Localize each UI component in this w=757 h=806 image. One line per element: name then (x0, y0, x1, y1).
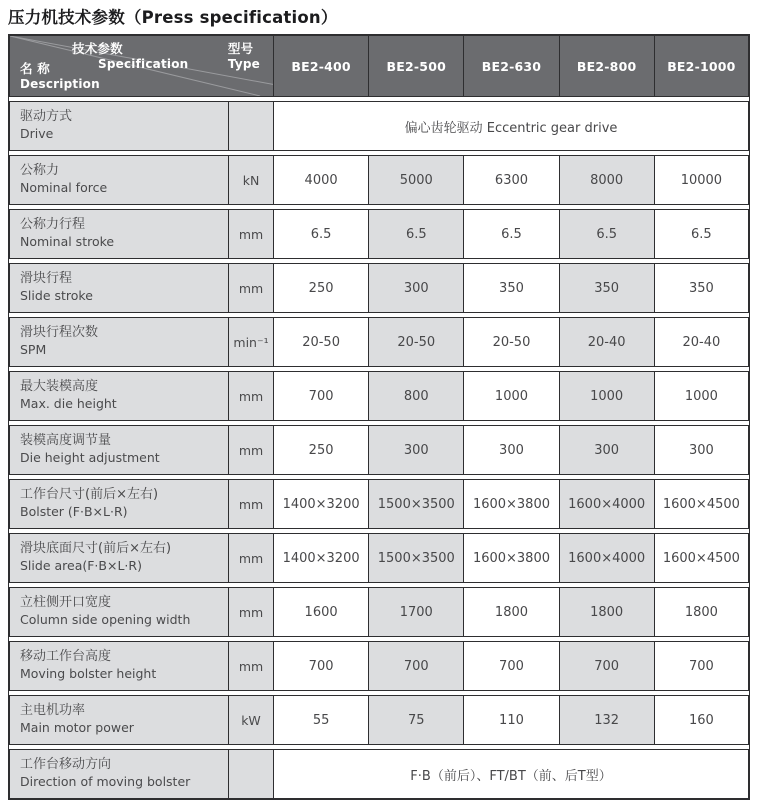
table-row (9, 101, 749, 151)
value-cell: 700 (559, 641, 654, 691)
row-label-cell (9, 425, 228, 475)
row-label-cell (9, 101, 228, 151)
row-label-zh: 工作台移动方向 (20, 757, 112, 773)
row-label-zh: 主电机功率 (20, 703, 86, 719)
unit-cell (228, 749, 273, 799)
table-row (9, 641, 749, 691)
merged-value-cell: F·B（前后）、FT/BT（前、后T型） (273, 749, 749, 799)
unit-cell (228, 101, 273, 151)
value-cell: 1600×4500 (654, 533, 749, 583)
value-cell: 1400×3200 (273, 533, 368, 583)
value-cell: 1600×3800 (463, 533, 558, 583)
value-cell: 1800 (463, 587, 558, 637)
value-cell: 20-50 (368, 317, 463, 367)
row-label-zh: 公称力行程 (20, 217, 86, 233)
row-label-zh: 公称力 (20, 163, 60, 179)
spec-table-container (8, 34, 750, 800)
row-label-cell (9, 749, 228, 799)
row-label-zh: 最大装模高度 (20, 379, 99, 395)
value-cell: 20-50 (463, 317, 558, 367)
row-label-en: Die height adjustment (20, 450, 160, 466)
row-label-cell (9, 641, 228, 691)
row-label-en: Slide area(F·B×L·R) (20, 558, 142, 574)
value-cell: 700 (273, 371, 368, 421)
model-column-header: BE2-800 (559, 35, 654, 97)
value-cell: 300 (368, 425, 463, 475)
model-column-header: BE2-400 (273, 35, 368, 97)
row-label-cell (9, 479, 228, 529)
value-cell: 1800 (654, 587, 749, 637)
spec-table (9, 34, 749, 800)
row-label-en: SPM (20, 342, 47, 358)
value-cell: 1000 (654, 371, 749, 421)
value-cell: 1000 (559, 371, 654, 421)
row-label-en: Nominal stroke (20, 234, 115, 250)
value-cell: 6.5 (368, 209, 463, 259)
value-cell: 6.5 (559, 209, 654, 259)
value-cell: 1500×3500 (368, 533, 463, 583)
row-label-cell (9, 263, 228, 313)
unit-cell: kN (228, 155, 273, 205)
row-label-zh: 滑块底面尺寸(前后×左右) (20, 541, 172, 557)
row-label-zh: 驱动方式 (20, 109, 73, 125)
value-cell: 250 (273, 263, 368, 313)
table-row (9, 209, 749, 259)
table-row (9, 263, 749, 313)
table-row (9, 479, 749, 529)
value-cell: 6.5 (463, 209, 558, 259)
value-cell: 6.5 (273, 209, 368, 259)
unit-cell: mm (228, 371, 273, 421)
unit-cell: mm (228, 425, 273, 475)
unit-cell: mm (228, 641, 273, 691)
value-cell: 300 (463, 425, 558, 475)
diagonal-header-cell (9, 35, 273, 97)
value-cell: 1600×4500 (654, 479, 749, 529)
value-cell: 1600×3800 (463, 479, 558, 529)
row-label-zh: 移动工作台高度 (20, 649, 112, 665)
value-cell: 1800 (559, 587, 654, 637)
row-label-zh: 立柱侧开口宽度 (20, 595, 112, 611)
row-label-cell (9, 209, 228, 259)
row-label-en: Main motor power (20, 720, 134, 736)
row-label-en: Nominal force (20, 180, 108, 196)
page-title: 压力机技术参数（Press specification） (8, 8, 338, 27)
model-column-header: BE2-630 (463, 35, 558, 97)
row-label-cell (9, 587, 228, 637)
header-name-label: 名 称 Description (20, 61, 100, 91)
table-row (9, 749, 749, 799)
value-cell: 6.5 (654, 209, 749, 259)
value-cell: 700 (273, 641, 368, 691)
header-spec-label: 技术参数 Specification (72, 41, 189, 71)
row-label-zh: 滑块行程 (20, 271, 73, 287)
value-cell: 1500×3500 (368, 479, 463, 529)
value-cell: 250 (273, 425, 368, 475)
value-cell: 300 (559, 425, 654, 475)
unit-cell: mm (228, 263, 273, 313)
row-label-cell (9, 533, 228, 583)
unit-cell: mm (228, 209, 273, 259)
value-cell: 350 (654, 263, 749, 313)
unit-cell: mm (228, 479, 273, 529)
value-cell: 110 (463, 695, 558, 745)
row-label-zh: 滑块行程次数 (20, 325, 99, 341)
row-label-cell (9, 317, 228, 367)
header-row (9, 35, 749, 97)
row-label-en: Bolster (F·B×L·R) (20, 504, 128, 520)
unit-cell: mm (228, 533, 273, 583)
value-cell: 6300 (463, 155, 558, 205)
value-cell: 20-50 (273, 317, 368, 367)
unit-cell: mm (228, 587, 273, 637)
value-cell: 160 (654, 695, 749, 745)
row-label-en: Direction of moving bolster (20, 774, 191, 790)
table-row (9, 317, 749, 367)
value-cell: 1600×4000 (559, 479, 654, 529)
value-cell: 4000 (273, 155, 368, 205)
spec-table-header (9, 35, 749, 97)
value-cell: 300 (368, 263, 463, 313)
value-cell: 20-40 (559, 317, 654, 367)
row-label-cell (9, 155, 228, 205)
value-cell: 8000 (559, 155, 654, 205)
table-row (9, 371, 749, 421)
value-cell: 75 (368, 695, 463, 745)
row-label-en: Column side opening width (20, 612, 191, 628)
row-label-cell (9, 371, 228, 421)
unit-cell: min⁻¹ (228, 317, 273, 367)
value-cell: 1600 (273, 587, 368, 637)
table-row (9, 155, 749, 205)
value-cell: 700 (654, 641, 749, 691)
table-row (9, 425, 749, 475)
value-cell: 350 (463, 263, 558, 313)
value-cell: 350 (559, 263, 654, 313)
model-column-header: BE2-500 (368, 35, 463, 97)
spec-table-body (9, 101, 749, 799)
model-column-header: BE2-1000 (654, 35, 749, 97)
value-cell: 1700 (368, 587, 463, 637)
value-cell: 700 (368, 641, 463, 691)
row-label-zh: 装模高度调节量 (20, 433, 112, 449)
table-row (9, 533, 749, 583)
value-cell: 700 (463, 641, 558, 691)
row-label-en: Drive (20, 126, 54, 142)
row-label-en: Max. die height (20, 396, 117, 412)
value-cell: 1400×3200 (273, 479, 368, 529)
value-cell: 132 (559, 695, 654, 745)
row-label-en: Moving bolster height (20, 666, 157, 682)
value-cell: 1600×4000 (559, 533, 654, 583)
header-type-label: 型号 Type (227, 41, 260, 71)
row-label-en: Slide stroke (20, 288, 93, 304)
row-label-cell (9, 695, 228, 745)
value-cell: 10000 (654, 155, 749, 205)
table-row (9, 587, 749, 637)
value-cell: 300 (654, 425, 749, 475)
value-cell: 5000 (368, 155, 463, 205)
unit-cell: kW (228, 695, 273, 745)
merged-value-cell: 偏心齿轮驱动 Eccentric gear drive (273, 101, 749, 151)
row-label-zh: 工作台尺寸(前后×左右) (20, 487, 159, 503)
table-row (9, 695, 749, 745)
value-cell: 20-40 (654, 317, 749, 367)
value-cell: 55 (273, 695, 368, 745)
value-cell: 1000 (463, 371, 558, 421)
value-cell: 800 (368, 371, 463, 421)
